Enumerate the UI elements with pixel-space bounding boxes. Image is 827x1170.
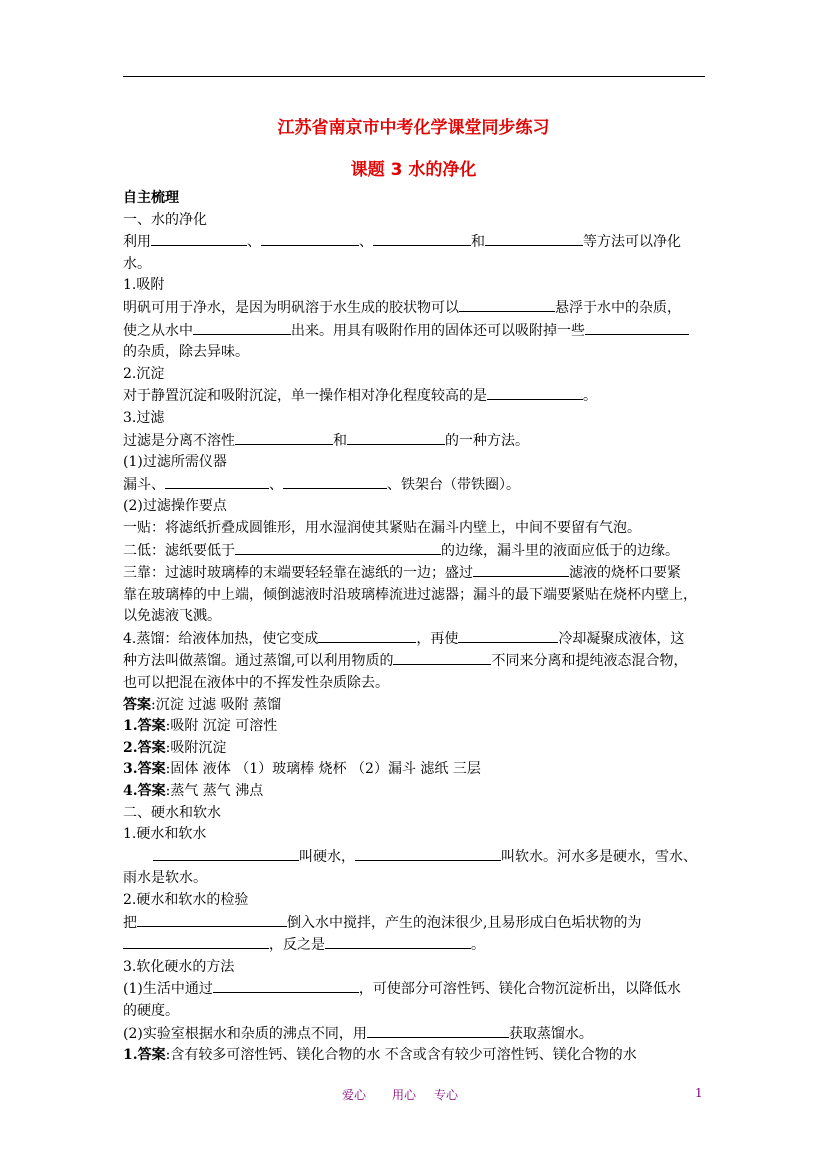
answer-blank[interactable] xyxy=(193,320,291,335)
page-subtitle: 课题 3 水的净化 xyxy=(350,160,477,180)
text-line: 1.吸附 xyxy=(123,277,165,294)
footer-motto: 爱心 xyxy=(342,1088,367,1102)
text-line: 过滤是分离不溶性 和 的一种方法。 xyxy=(123,430,705,453)
document-body xyxy=(123,188,705,1067)
text-line: 3.软化硬水的方法 xyxy=(123,958,235,975)
text-line: 漏斗、 、 、铁架台（带铁圈）。 xyxy=(123,474,705,497)
answer-blank[interactable] xyxy=(367,1023,509,1038)
text-line: 2.沉淀 xyxy=(123,365,165,382)
answer-line: 1.答案:含有较多可溶性钙、镁化合物的水 不含或含有较少可溶性钙、镁化合物的水 xyxy=(123,1047,637,1064)
answer-blank[interactable] xyxy=(585,320,689,335)
footer-motto: 用心 xyxy=(392,1088,417,1102)
answer-blank[interactable] xyxy=(213,978,359,993)
section-heading: 一、水的净化 xyxy=(123,211,207,228)
answer-blank[interactable] xyxy=(153,846,299,861)
text-line: 的杂质，除去异味。 xyxy=(123,344,249,361)
answer-line: 2.答案:吸附沉淀 xyxy=(123,739,227,756)
text-line: (2)实验室根据水和杂质的沸点不同，用 获取蒸馏水。 xyxy=(123,1023,705,1046)
footer-motto: 专心 xyxy=(434,1088,459,1102)
answer-line: 答案:沉淀 过滤 吸附 蒸馏 xyxy=(123,696,282,713)
answer-blank[interactable] xyxy=(459,297,555,312)
answer-blank[interactable] xyxy=(151,231,247,246)
section-heading: 自主梳理 xyxy=(123,190,179,206)
text-line: 一贴：将滤纸折叠成圆锥形，用水湿润使其紧贴在漏斗内壁上，中间不要留有气泡。 xyxy=(123,519,641,536)
answer-blank[interactable] xyxy=(355,846,501,861)
answer-blank[interactable] xyxy=(487,385,583,400)
text-line: 雨水是软水。 xyxy=(123,870,207,887)
answer-line: 1.答案:吸附 沉淀 可溶性 xyxy=(123,718,278,735)
answer-blank[interactable] xyxy=(393,650,491,665)
text-line: 4.蒸馏：给液体加热，使它变成 ，再使 冷却凝聚成液体，这 xyxy=(123,628,705,651)
answer-blank[interactable] xyxy=(318,628,416,643)
text-line: (1)过滤所需仪器 xyxy=(123,454,227,471)
text-line: 的硬度。 xyxy=(123,1002,179,1019)
answer-blank[interactable] xyxy=(235,540,441,555)
page-title: 江苏省南京市中考化学课堂同步练习 xyxy=(277,118,550,138)
header-rule xyxy=(123,76,705,77)
answer-blank[interactable] xyxy=(137,912,287,927)
answer-blank[interactable] xyxy=(373,231,471,246)
text-line: (1)生活中通过 ，可使部分可溶性钙、镁化合物沉淀析出，以降低水 xyxy=(123,978,705,1001)
text-line: (2)过滤操作要点 xyxy=(123,498,227,515)
text-line: 把 倒入水中搅拌，产生的泡沫很少,且易形成白色垢状物的为 xyxy=(123,912,705,935)
answer-line: 3.答案:固体 液体 （1）玻璃棒 烧杯 （2）漏斗 滤纸 三层 xyxy=(123,761,481,778)
text-line: 3.过滤 xyxy=(123,409,165,426)
text-line: 明矾可用于净水，是因为明矾溶于水生成的胶状物可以 悬浮于水中的杂质， xyxy=(123,297,705,320)
answer-blank[interactable] xyxy=(261,231,359,246)
answer-blank[interactable] xyxy=(283,474,387,489)
section-heading: 二、硬水和软水 xyxy=(123,804,221,821)
answer-blank[interactable] xyxy=(473,562,569,577)
text-line: 种方法叫做蒸馏。通过蒸馏,可以利用物质的 不同来分离和提纯液态混合物， xyxy=(123,650,705,673)
answer-blank[interactable] xyxy=(165,474,269,489)
answer-line: 4.答案:蒸气 蒸气 沸点 xyxy=(123,783,264,800)
text-line: ，反之是 。 xyxy=(123,934,705,957)
answer-blank[interactable] xyxy=(485,231,583,246)
text-line: 水。 xyxy=(123,255,151,272)
text-line: 以免滤液飞溅。 xyxy=(123,608,221,625)
text-line: 2.硬水和软水的检验 xyxy=(123,892,249,908)
text-line: 对于静置沉淀和吸附沉淀，单一操作相对净化程度较高的是 。 xyxy=(123,385,705,408)
answer-blank[interactable] xyxy=(347,430,445,445)
text-line: 使之从水中 出来。用具有吸附作用的固体还可以吸附掉一些 xyxy=(123,320,705,343)
text-line: 1.硬水和软水 xyxy=(123,826,207,843)
answer-blank[interactable] xyxy=(458,628,558,643)
text-line: 靠在玻璃棒的中上端，倾倒滤液时沿玻璃棒流进过滤器；漏斗的最下端要紧贴在烧杯内壁上， xyxy=(123,586,697,603)
answer-blank[interactable] xyxy=(235,430,333,445)
text-line: 也可以把混在液体中的不挥发性杂质除去。 xyxy=(123,675,389,692)
page-number: 1 xyxy=(695,1086,703,1100)
answer-blank[interactable] xyxy=(123,934,269,949)
text-line: 利用 、 、 和 等方法可以净化 xyxy=(123,231,705,254)
text-line: 二低：滤纸要低于 的边缘，漏斗里的液面应低于的边缘。 xyxy=(123,540,705,563)
text-line: 三靠：过滤时玻璃棒的末端要轻轻靠在滤纸的一边；盛过 滤液的烧杯口要紧 xyxy=(123,562,705,585)
text-line: 叫硬水， 叫软水。河水多是硬水，雪水、 xyxy=(123,846,705,869)
answer-blank[interactable] xyxy=(325,934,471,949)
